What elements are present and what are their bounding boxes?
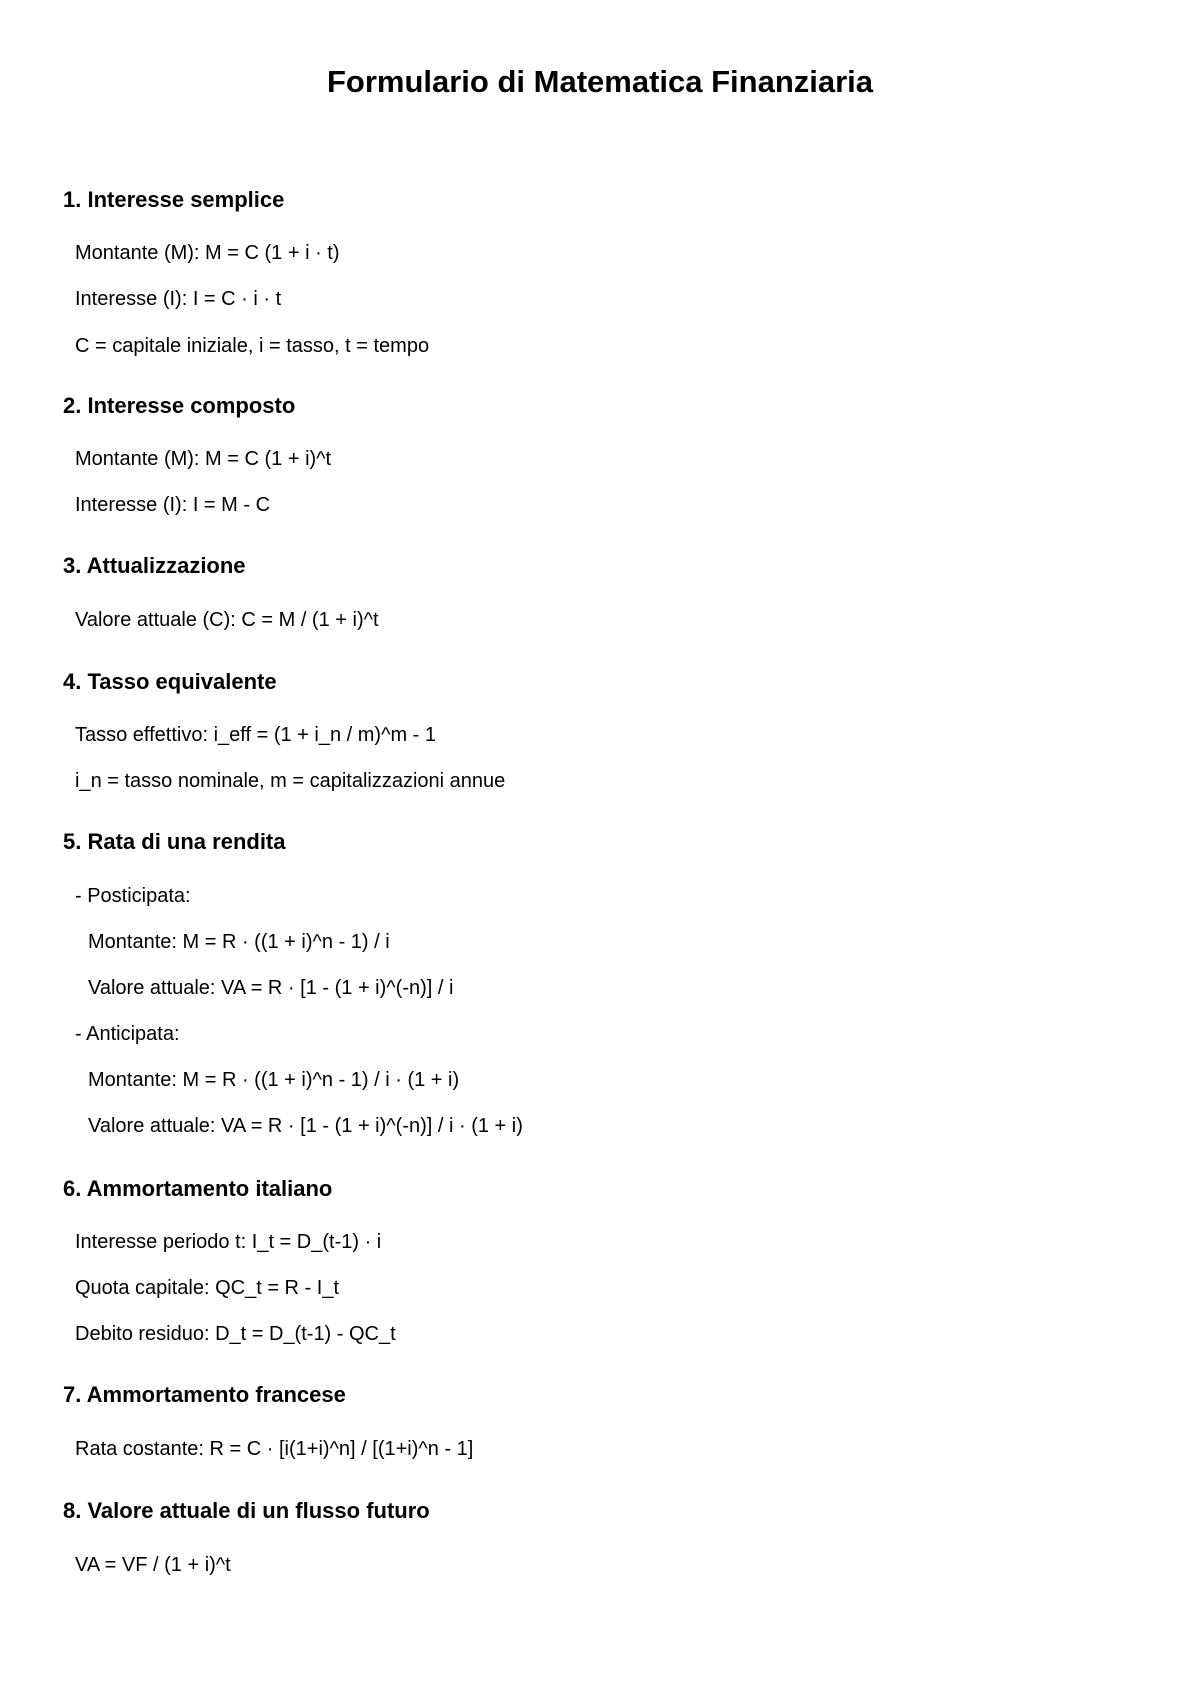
section-heading-rata-rendita: 5. Rata di una rendita: [63, 829, 286, 854]
formula-line: Tasso effettivo: i_eff = (1 + i_n / m)^m - 1: [75, 724, 437, 746]
section-heading-tasso-equivalente: 4. Tasso equivalente: [63, 669, 277, 694]
formula-line: Rata costante: R = C · [i(1+i)^n] / [(1+i)^n - 1]: [75, 1438, 474, 1460]
formula-line: Montante (M): M = C (1 + i)^t: [75, 448, 332, 470]
formula-line: Quota capitale: QC_t = R - I_t: [75, 1277, 340, 1299]
formula-line: Montante (M): M = C (1 + i · t): [75, 242, 340, 264]
subheading-line: - Anticipata:: [75, 1023, 180, 1045]
formula-line: Interesse periodo t: I_t = D_(t-1) · i: [75, 1231, 382, 1253]
formula-line: Valore attuale: VA = R · [1 - (1 + i)^(-n)] / i · (1 + i): [88, 1115, 523, 1137]
formula-line: Valore attuale (C): C = M / (1 + i)^t: [75, 609, 379, 631]
section-heading-valore-attuale-flusso: 8. Valore attuale di un flusso futuro: [63, 1498, 430, 1523]
section-heading-attualizzazione: 3. Attualizzazione: [63, 553, 246, 578]
definition-line: i_n = tasso nominale, m = capitalizzazioni annue: [75, 770, 506, 792]
formula-line: VA = VF / (1 + i)^t: [75, 1554, 231, 1576]
formula-line: Interesse (I): I = C · i · t: [75, 288, 282, 310]
section-heading-interesse-semplice: 1. Interesse semplice: [63, 187, 285, 212]
formula-line: Montante: M = R · ((1 + i)^n - 1) / i · (1 + i): [88, 1069, 460, 1091]
formula-line: Interesse (I): I = M - C: [75, 494, 271, 516]
section-heading-interesse-composto: 2. Interesse composto: [63, 393, 296, 418]
formula-line: Valore attuale: VA = R · [1 - (1 + i)^(-n)] / i: [88, 977, 454, 999]
subheading-line: - Posticipata:: [75, 885, 191, 907]
section-heading-ammortamento-italiano: 6. Ammortamento italiano: [63, 1176, 333, 1201]
definition-line: C = capitale iniziale, i = tasso, t = tempo: [75, 335, 430, 357]
formula-line: Montante: M = R · ((1 + i)^n - 1) / i: [88, 931, 390, 953]
section-heading-ammortamento-francese: 7. Ammortamento francese: [63, 1382, 346, 1407]
page-title: Formulario di Matematica Finanziaria: [326, 64, 874, 99]
formula-line: Debito residuo: D_t = D_(t-1) - QC_t: [75, 1323, 396, 1345]
